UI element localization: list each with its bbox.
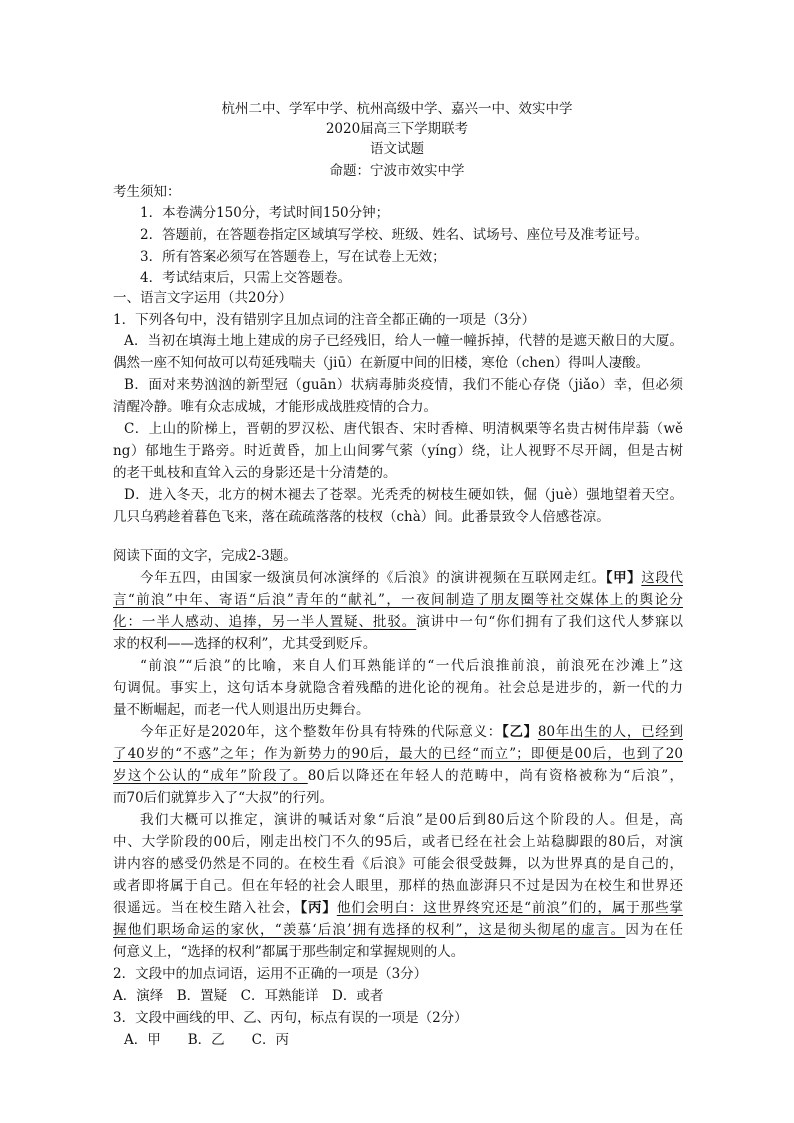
p4-line6-underlined: 握他们职场命运的家伙，“羡慕‘后浪’拥有选择的权利”，这是彻头彻尾的虚言。 (113, 922, 626, 938)
p3-line3-text: 80后以降还在年轻人的范畴中，尚有资格被称为“后浪”， (307, 768, 683, 784)
q1-stem: 1．下列各句中，没有错别字且加点词的注音全都正确的一项是（3分） (113, 312, 536, 328)
p1-line1-text: 今年五四，由国家一级演员何冰演绎的《后浪》的演讲视频在互联网走红。 (140, 570, 606, 586)
mark-jia: 【甲】 (605, 570, 642, 586)
q1-optC-line1: C．上山的阶梯上，晋朝的罗汉松、唐代银杏、宋时香樟、明清枫栗等名贵古树伟岸蓊（wě (124, 421, 683, 437)
p2-line2: 句调侃。事实上，这句话本身就隐含着残酷的进化论的视角。社会总是进步的，新一代的力 (113, 680, 683, 696)
p4-line6 (113, 919, 683, 941)
instruction-item-4: 4．考试结束后，只需上交答题卷。 (140, 270, 352, 286)
p1-line1 (140, 567, 683, 589)
mark-bing: 【丙】 (300, 900, 337, 916)
q2-stem: 2．文段中的加点词语，运用不正确的一项是（3分） (113, 966, 428, 982)
p4-line1: 我们大概可以推定，演讲的喊话对象“后浪”是00后到80后这个阶段的人。但是，高 (140, 812, 683, 828)
p3-line4: 而70后们就算步入了“大叔”的行列。 (113, 790, 333, 806)
p1-line2 (113, 589, 683, 611)
mark-yi: 【乙】 (502, 724, 538, 740)
p4-line7: 何意义上，“选择的权利”都属于那些制定和掌握规则的人。 (113, 944, 465, 960)
p4-line5 (113, 897, 683, 919)
header-subject: 语文试题 (370, 141, 424, 157)
section1-title: 一、语言文字运用（共20分） (113, 290, 293, 306)
p3-line3 (113, 765, 683, 787)
q1-optA-line2: 偶然一座不知何故可以苟延残喘夫（jiū）在新厦中间的旧楼，寒伧（chen）得叫人凄酸。 (113, 355, 650, 371)
q1-optD-line1: D．进入冬天，北方的树木褪去了苍翠。光秃秃的树枝生硬如铁，倔（juè）强地望着天空。 (124, 487, 683, 503)
p4-line6-text: 因为在任 (625, 922, 683, 938)
reading-intro: 阅读下面的文字，完成2-3题。 (113, 548, 297, 564)
q1-optD-line2: 几只乌鸦趁着暮色飞来，落在疏疏落落的枝杈（chà）间。此番景致令人倍感苍凉。 (113, 509, 610, 525)
p4-line5-text: 很遥远。当在校生踏入社会， (113, 900, 301, 916)
p3-line1 (140, 721, 683, 743)
instruction-item-2: 2．答题前，在答题卷指定区域填写学校、班级、姓名、试场号、座位号及准考证号。 (140, 227, 649, 243)
p3-line2 (113, 743, 683, 765)
q1-optB-line1: B．面对来势汹汹的新型冠（guān）状病毒肺炎疫情，我们不能心存侥（jiǎo）幸，但必须 (124, 377, 683, 393)
p1-line2-underlined: 言“前浪”中年、寄语“后浪”青年的“献礼”，一夜间制造了朋友圈等社交媒体上的舆论分 (113, 592, 683, 608)
instructions-title: 考生须知： (113, 184, 181, 200)
instruction-item-3: 3．所有答案必须写在答题卷上，写在试卷上无效； (140, 249, 446, 265)
p3-line3-underlined: 岁这个公认的“成年”阶段了。 (113, 768, 308, 784)
p1-line1-underlined: 这段代 (641, 570, 684, 586)
p4-line2: 中、大学阶段的00后，刚走出校门不久的95后，或者已经在社会上站稳脚跟的80后，对演 (113, 834, 683, 850)
q1-optA-line1: A．当初在填海土地上建成的房子已经残旧，给人一幢一幢拆掉，代替的是遮天敝日的大厦。 (124, 333, 683, 349)
p4-line4: 或者即将属于自己。但在年轻的社会人眼里，那样的热血澎湃只不过是因为在校生和世界还 (113, 878, 683, 894)
header-author: 命题：宁波市效实中学 (329, 163, 465, 179)
q1-optC-line3: 的老干虬枝和直耸入云的身影还是十分清楚的。 (113, 465, 397, 481)
instruction-item-1: 1．本卷满分150分，考试时间150分钟； (140, 205, 390, 221)
q1-optC-line2: ng）郁地生于路旁。时近黄昏，加上山间雾气萦（yíng）绕，让人视野不尽开阔，但是古树 (113, 443, 683, 459)
p1-line3-underlined: 化：一半人感动、追捧，另一半人置疑、批驳。 (113, 614, 417, 630)
p3-line1-underlined: 80年出生的人，已经到 (537, 724, 684, 740)
p4-line3: 讲内容的感受仍然是不同的。在校生看《后浪》可能会很受鼓舞，以为世界真的是自己的， (113, 856, 683, 872)
p1-line3-text: 演讲中一句“你们拥有了我们这代人梦寐以 (416, 614, 684, 630)
p1-line4: 求的权利——选择的权利”，尤其受到贬斥。 (113, 636, 377, 652)
p4-line5-underlined: 他们会明白：这世界终究还是“前浪”们的，属于那些掌 (336, 900, 683, 916)
p3-line1-text: 今年正好是2020年，这个整数年份具有特殊的代际意义： (140, 724, 502, 740)
p3-line2-underlined: 了40岁的“不惑”之年；作为新势力的90后，最大的已经“而立”；即便是00后，也到了20 (113, 746, 683, 762)
header-schools: 杭州二中、学军中学、杭州高级中学、嘉兴一中、效实中学 (221, 101, 573, 117)
q3-stem: 3．文段中画线的甲、乙、丙句，标点有误的一项是（2分） (113, 1010, 468, 1026)
header-term: 2020届高三下学期联考 (325, 121, 469, 137)
q2-options: A．演绎 B．置疑 C．耳熟能详 D．或者 (113, 988, 384, 1004)
p2-line1: “前浪”“后浪”的比喻，来自人们耳熟能详的“一代后浪推前浪，前浪死在沙滩上”这 (140, 658, 683, 674)
q1-optB-line2: 清醒冷静。唯有众志成城，才能形成战胜疫情的合力。 (113, 399, 437, 415)
p2-line3: 量不断崛起，而老一代人则退出历史舞台。 (113, 702, 370, 718)
p1-line3 (113, 611, 683, 633)
q3-options: A．甲 B．乙 C．丙 (124, 1032, 289, 1048)
